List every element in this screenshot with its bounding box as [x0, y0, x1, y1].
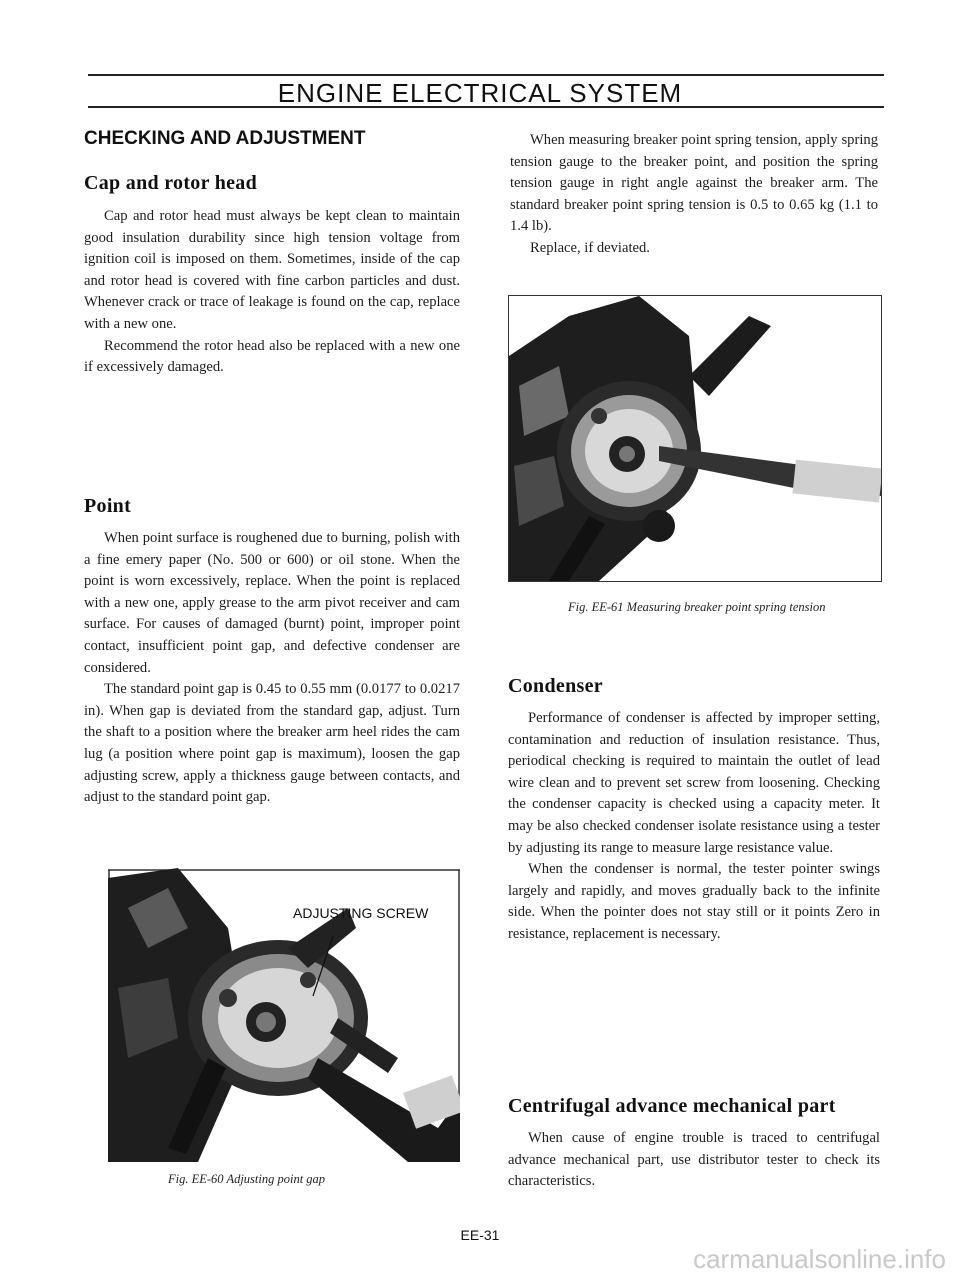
adjusting-screw-label: ADJUSTING SCREW [293, 905, 429, 921]
cap-rotor-heading: Cap and rotor head [84, 172, 258, 194]
spring-tension-photo-illustration [509, 296, 881, 581]
condenser-heading: Condenser [508, 675, 603, 697]
condenser-paragraph-1: Performance of condenser is affected by improper setting, contamination and reduction of insulation resistance. Thus, periodical checking is required to maintain the outlet of lead wire clean and to prevent set screw from loosening. Checking the condenser capacity is checked using a capacity meter. It may be also checked condenser isolate resistance using a tester by adjusting its range to measure large resistance value. [508, 710, 880, 856]
cap-rotor-text [84, 206, 460, 379]
cap-rotor-paragraph-2: Recommend the rotor head also be replaced with a new one if excessively damaged. [84, 337, 460, 376]
centrifugal-paragraph-1: When cause of engine trouble is traced to centrifugal advance mechanical part, use distributor tester to check its characteristics. [508, 1130, 880, 1190]
spring-tension-text [510, 130, 878, 260]
figure-ee60-caption: Fig. EE-60 Adjusting point gap [168, 1172, 326, 1186]
section-title: CHECKING AND ADJUSTMENT [84, 128, 366, 149]
point-text [84, 528, 460, 809]
spring-tension-paragraph-2: Replace, if deviated. [530, 239, 650, 256]
point-paragraph-2: The standard point gap is 0.45 to 0.55 mm (0.0177 to 0.0217 in). When gap is deviated from the standard gap, adjust. Turn the shaft to a position where the breaker arm heel rides the cam lug (a position where point gap is maximum), loosen the gap adjusting screw, apply a thickness gauge between contacts, and adjust to the standard point gap. [84, 681, 460, 806]
page-number: EE-31 [460, 1227, 500, 1243]
cap-rotor-paragraph-1: Cap and rotor head must always be kept clean to maintain good insulation durability since high tension voltage from ignition coil is imposed on them. Sometimes, inside of the cap and rotor head is covered with fine carbon particles and dust. Whenever crack or trace of leakage is found on the cap, replace with a new one. [84, 208, 460, 332]
header-rule-bottom [88, 106, 884, 108]
centrifugal-heading: Centrifugal advance mechanical part [508, 1095, 836, 1117]
point-heading: Point [84, 495, 132, 517]
centrifugal-text [508, 1128, 880, 1193]
page-header-title: ENGINE ELECTRICAL SYSTEM [277, 78, 683, 108]
figure-ee61-caption: Fig. EE-61 Measuring breaker point spring tension [568, 600, 826, 614]
header-rule-top [88, 74, 884, 76]
point-paragraph-1: When point surface is roughened due to burning, polish with a fine emery paper (No. 500 or 600) or oil stone. When the point is worn excessively, replace. When the point is replaced with a new one, apply grease to the arm pivot receiver and cam surface. For causes of damaged (burnt) point, improper point contact, insufficient point gap, and defective condenser are considered. [84, 530, 460, 676]
spring-tension-paragraph-1: When measuring breaker point spring tension, apply spring tension gauge to the breaker point, and position the spring tension gauge in right angle against the breaker arm. The standard breaker point spring tension is 0.5 to 0.65 kg (1.1 to 1.4 lb). [510, 132, 878, 235]
watermark: carmanualsonline.info [693, 1244, 946, 1274]
figure-spring-tension [508, 295, 882, 582]
condenser-paragraph-2: When the condenser is normal, the tester pointer swings largely and rapidly, and moves gradually back to the infinite side. When the pointer does not stay still or it points Zero in resistance, replacement is necessary. [508, 861, 880, 942]
condenser-text [508, 708, 880, 946]
